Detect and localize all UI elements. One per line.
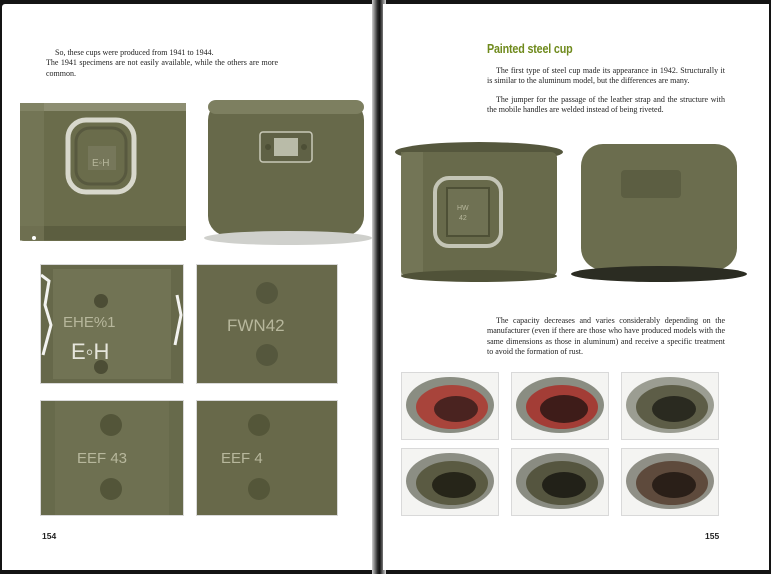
photo-cup-interior-1	[401, 372, 499, 440]
right-page-number: 155	[705, 531, 720, 541]
svg-text:EHE%1: EHE%1	[63, 314, 116, 331]
right-capacity-text	[487, 316, 725, 358]
svg-text:FWN42: FWN42	[227, 316, 285, 335]
photo-cup-interior-2	[511, 372, 609, 440]
photo-cup-interior-4	[401, 448, 499, 516]
detail-photo-stamp-eef43-a	[40, 400, 184, 516]
photo-steel-cup-back	[569, 138, 749, 290]
right-intro-text	[487, 66, 725, 116]
detail-photo-stamp-eef43-b	[196, 400, 338, 516]
svg-text:42: 42	[459, 215, 467, 222]
photo-cup-interior-5	[511, 448, 609, 516]
photo-cup-interior-3	[621, 372, 719, 440]
svg-text:EEF 43: EEF 43	[77, 450, 128, 467]
svg-text:E◦H: E◦H	[92, 158, 110, 169]
photo-cup-front-with-handle	[16, 98, 192, 252]
left-paragraph-line-1: So, these cups were produced from 1941 to 1944.	[55, 48, 214, 57]
detail-photo-stamp-eoh	[40, 264, 184, 384]
section-heading: Painted steel cup	[487, 42, 573, 56]
svg-text:HW: HW	[457, 205, 469, 212]
left-intro-text	[46, 48, 278, 79]
svg-text:EEF 4: EEF 4	[221, 450, 263, 467]
right-paragraph-3: The capacity decreases and varies considerably depending on the manufacturer (even if there are those who have produced models with the same dimensions as those in aluminum) and receive a specific treatment to avoid the formation of rust.	[487, 316, 725, 357]
right-paragraph-2: The jumper for the passage of the leather strap and the structure with the mobile handles are welded instead of being riveted.	[487, 94, 725, 115]
left-paragraph-line-2: The 1941 specimens are not easily available, while the others are more common.	[46, 58, 278, 78]
photo-steel-cup-front	[391, 138, 567, 290]
right-page	[383, 4, 769, 570]
svg-text:E◦H: E◦H	[71, 339, 110, 364]
left-page-number: 154	[42, 531, 57, 541]
photo-cup-interior-6	[621, 448, 719, 516]
detail-photo-stamp-fwm42	[196, 264, 338, 384]
left-page	[2, 4, 376, 570]
photo-cup-back	[202, 94, 372, 248]
right-paragraph-1: The first type of steel cup made its appearance in 1942. Structurally it is similar to the aluminum model, but the differences are many.	[487, 66, 725, 86]
